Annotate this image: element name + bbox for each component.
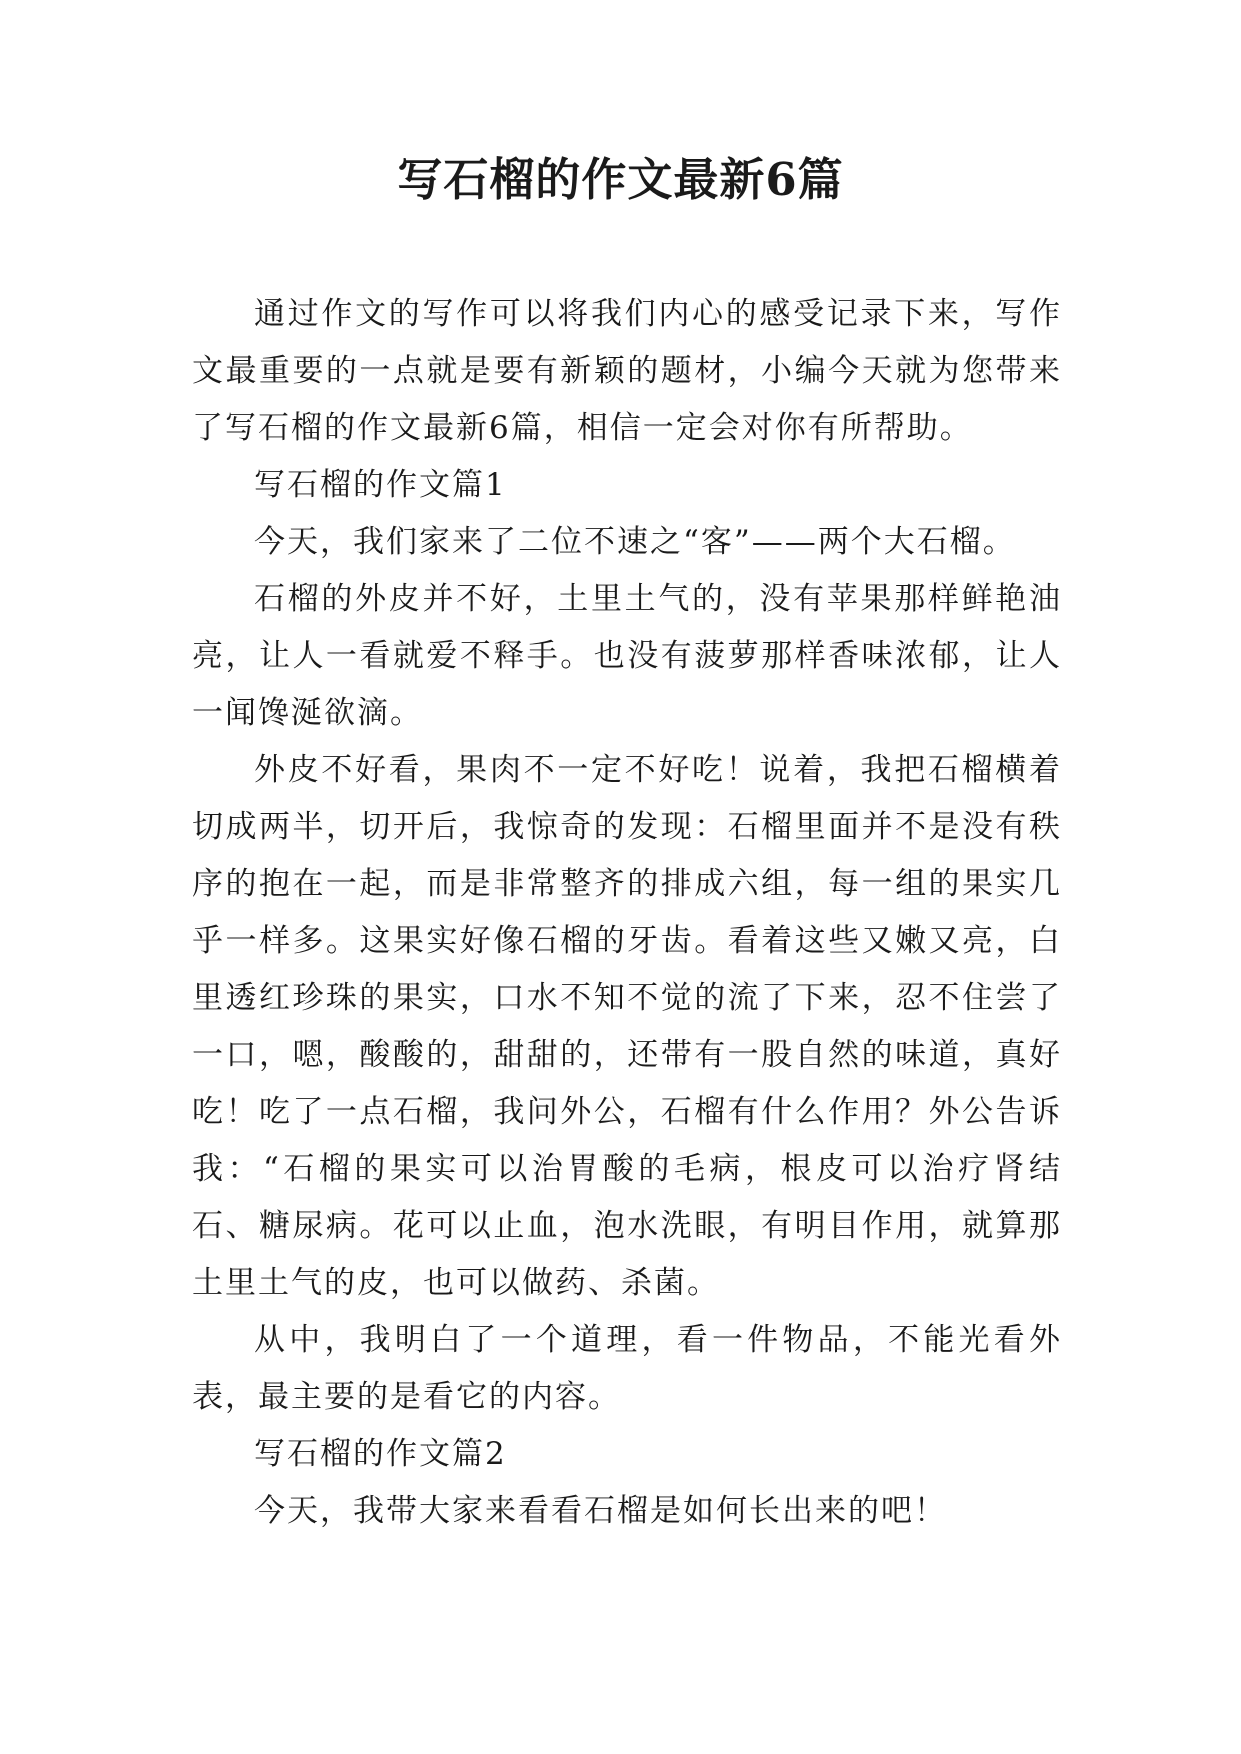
intro-paragraph: 通过作文的写作可以将我们内心的感受记录下来，写作文最重要的一点就是要有新颖的题材，小编今天就为您带来了写石榴的作文最新6篇，相信一定会对你有所帮助。: [192, 296, 1062, 446]
body-paragraph: 今天，我带大家来看看石榴是如何长出来的吧！: [254, 1493, 947, 1529]
document-body: [192, 286, 1062, 1540]
body-paragraph: 从中，我明白了一个道理，看一件物品，不能光看外表，最主要的是看它的内容。: [192, 1322, 1062, 1415]
body-paragraph: 外皮不好看，果肉不一定不好吃！说着，我把石榴横着切成两半，切开后，我惊奇的发现：石榴里面并不是没有秩序的抱在一起，而是非常整齐的排成六组，每一组的果实几乎一样多。这果实好像石榴的牙齿。看着这些又嫩又亮，白里透红珍珠的果实，口水不知不觉的流了下来，忍不住尝了一口，嗯，酸酸的，甜甜的，还带有一股自然的味道，真好吃！吃了一点石榴，我问外公，石榴有什么作用？外公告诉我：“石榴的果实可以治胃酸的毛病，根皮可以治疗肾结石、糖尿病。花可以止血，泡水洗眼，有明目作用，就算那土里土气的皮，也可以做药、杀菌。: [192, 752, 1062, 1301]
section-heading-1: 写石榴的作文篇1: [254, 467, 507, 503]
body-paragraph: 石榴的外皮并不好，土里土气的，没有苹果那样鲜艳油亮，让人一看就爱不释手。也没有菠萝那样香味浓郁，让人一闻馋涎欲滴。: [192, 581, 1062, 731]
body-paragraph: 今天，我们家来了二位不速之“客”——两个大石榴。: [254, 524, 1016, 560]
section-heading-2: 写石榴的作文篇2: [254, 1436, 507, 1472]
document-title: 写石榴的作文最新6篇: [397, 153, 844, 206]
